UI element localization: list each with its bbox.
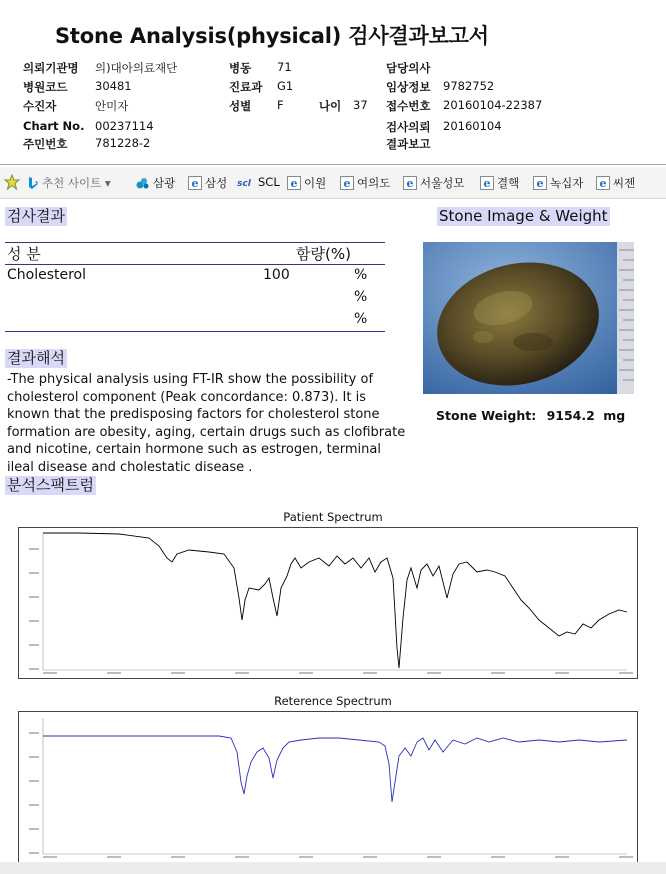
fav-item-4[interactable]: e 여의도 (340, 175, 390, 191)
row-0-component: Cholesterol (7, 267, 87, 283)
fav-item-0[interactable]: 삼광 (135, 175, 175, 191)
exam-value: 20160104 (443, 119, 502, 133)
favorites-bar (0, 167, 666, 199)
row-1-unit: % (354, 289, 368, 305)
stone-weight-unit: mg (603, 408, 626, 423)
dept-label: 진료과 (229, 80, 263, 94)
table-header-line (5, 264, 385, 265)
bing-icon (27, 176, 39, 190)
svg-text:e: e (536, 177, 544, 190)
svg-text:e: e (290, 177, 298, 190)
ie-icon (403, 176, 417, 190)
table-bottom-line (5, 331, 385, 332)
clinical-value: 9782752 (443, 79, 495, 93)
row-0-amount: 100 (263, 267, 290, 283)
svg-text:e: e (406, 177, 414, 190)
exam-label: 검사의뢰 (386, 120, 431, 134)
svg-text:e: e (483, 177, 491, 190)
patient-spectrum-title: Patient Spectrum (283, 510, 383, 524)
fav-item-2[interactable]: scl SCL (237, 175, 280, 189)
rrn-value: 781228-2 (95, 136, 151, 150)
age-label: 나이 (319, 99, 342, 113)
reference-spectrum-plot (18, 711, 638, 863)
plot-axes (29, 534, 633, 674)
row-0-unit: % (354, 267, 368, 283)
ward-label: 병동 (229, 61, 252, 75)
suggested-sites-label: 추천 사이트 ▾ (42, 176, 111, 190)
suggested-sites-link[interactable] (27, 175, 111, 191)
ie-icon (533, 176, 547, 190)
dept-value: G1 (277, 79, 294, 93)
chart-value: 00237114 (95, 119, 154, 133)
svg-text:e: e (343, 177, 351, 190)
favorites-star-icon[interactable] (4, 174, 20, 190)
chart-label: Chart No. (23, 119, 85, 133)
stone-weight (436, 408, 625, 423)
fav-item-5[interactable]: e 서울성모 (403, 175, 464, 191)
stone-photo (423, 242, 634, 394)
ie-icon (480, 176, 494, 190)
reference-spectrum-line (43, 736, 627, 802)
plot-axes (29, 718, 633, 858)
col-amount-header: 함량(%) (296, 245, 351, 263)
interpretation-section-title: 결과해석 (7, 349, 65, 367)
doctor-label: 담당의사 (386, 61, 431, 75)
hospital-code-value: 30481 (95, 79, 132, 93)
row-2-unit: % (354, 311, 368, 327)
ie-icon (287, 176, 301, 190)
ward-value: 71 (277, 60, 292, 74)
patient-spectrum-line (43, 533, 627, 668)
fav-item-7[interactable]: e 녹십자 (533, 175, 583, 191)
fav-item-3[interactable]: e 이원 (287, 175, 326, 191)
fav-item-1[interactable]: e 삼성 (188, 175, 227, 191)
svg-text:e: e (191, 177, 199, 190)
col-component-header: 성 분 (7, 245, 41, 263)
patient-info-block (0, 56, 666, 152)
ie-icon (340, 176, 354, 190)
bottom-strip (0, 862, 666, 874)
stone-section-title: Stone Image & Weight (439, 207, 608, 225)
sex-value: F (277, 98, 284, 112)
divider (0, 164, 666, 165)
reference-spectrum-title: Reterence Spectrum (274, 694, 392, 708)
samkwang-icon (135, 176, 150, 190)
stone-weight-label: Stone Weight: (436, 408, 537, 423)
fav-item-6[interactable]: e 결핵 (480, 175, 519, 191)
scl-icon (237, 176, 255, 188)
hospital-code-label: 병원코드 (23, 80, 68, 94)
patient-spectrum-svg (19, 528, 637, 678)
patient-spectrum-plot (18, 527, 638, 679)
rrn-label: 주민번호 (23, 137, 68, 151)
fav-item-8[interactable]: e 씨젠 (596, 175, 635, 191)
reference-spectrum-svg (19, 712, 637, 862)
spectrum-section-title: 분석스팩트럼 (7, 476, 94, 494)
age-value: 37 (353, 98, 368, 112)
report-title: Stone Analysis(physical) 검사결과보고서 (55, 24, 489, 48)
receipt-label: 접수번호 (386, 99, 431, 113)
ie-icon (188, 176, 202, 190)
institution-value: 의)대아의료재단 (95, 61, 178, 75)
sex-label: 성별 (229, 99, 252, 113)
svg-text:scl: scl (237, 179, 251, 188)
receipt-value: 20160104-22387 (443, 98, 543, 112)
ie-icon (596, 176, 610, 190)
stone-weight-value: 9154.2 (546, 408, 595, 423)
svg-text:e: e (599, 177, 607, 190)
clinical-label: 임상정보 (386, 80, 431, 94)
patient-value: 안미자 (95, 99, 129, 113)
institution-label: 의뢰기관명 (23, 61, 79, 75)
interpretation-text: -The physical analysis using FT-IR show the possibility of cholesterol component (Peak concordance: 0.873). It is known that the predisposing factors for cholesterol stone formation are obesity, aging, certain drugs such as clofibrate and nicotine, certain hormone such as estrogen, terminal ileal disease and cholestatic disease . (7, 372, 406, 475)
results-section-title: 검사결과 (7, 207, 65, 225)
patient-label: 수진자 (23, 99, 57, 113)
result-report-label: 결과보고 (386, 137, 431, 151)
